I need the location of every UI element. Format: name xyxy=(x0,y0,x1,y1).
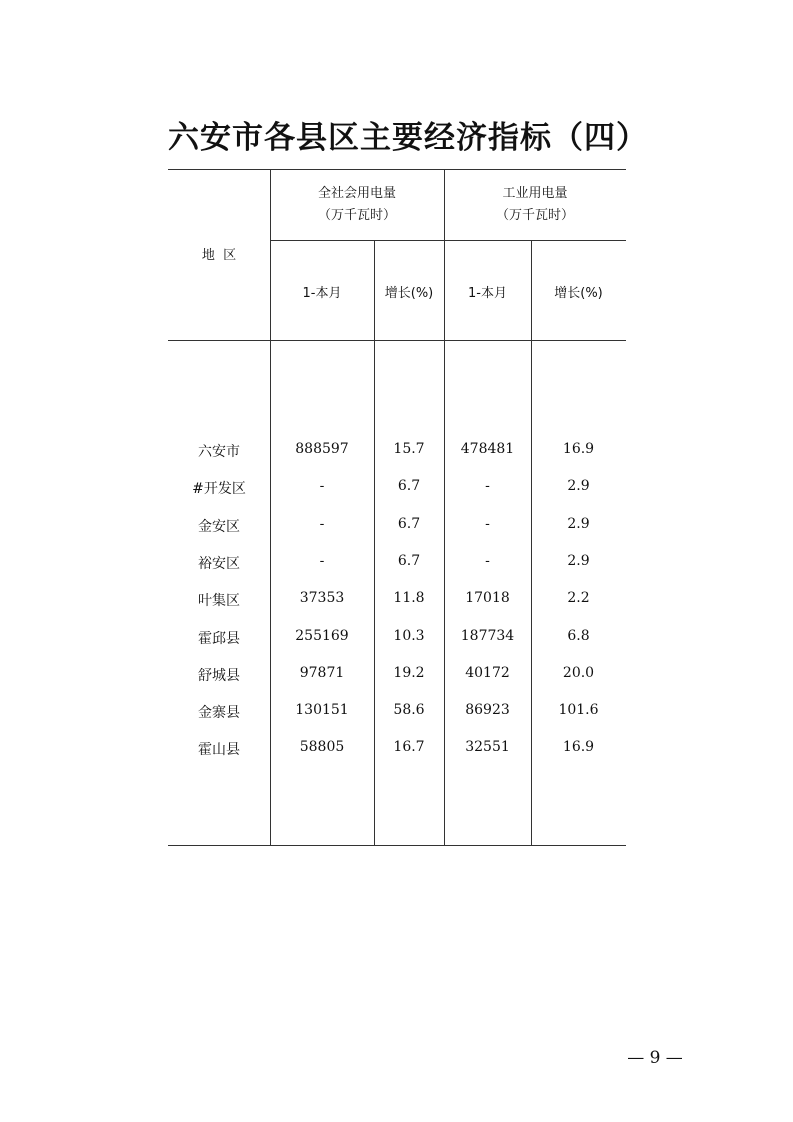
total-growth-cell: 6.7 xyxy=(397,516,421,532)
total-growth-cell: 16.7 xyxy=(393,739,425,755)
industrial-ytd-cell: - xyxy=(485,516,490,532)
total-growth-cell: 10.3 xyxy=(393,628,425,644)
group-header-unit: （万千瓦时） xyxy=(495,208,574,223)
total-growth-cell: 6.7 xyxy=(397,478,421,494)
industrial-ytd-cell: - xyxy=(485,553,490,569)
total-growth-cell: 6.7 xyxy=(397,553,421,569)
region-header: 地 区 xyxy=(201,248,237,263)
table-top-border xyxy=(168,169,626,170)
total-ytd-cell: - xyxy=(319,553,325,569)
industrial-ytd-cell: 86923 xyxy=(465,702,510,718)
total-growth-cell: 15.7 xyxy=(393,441,425,457)
industrial-ytd-cell: 32551 xyxy=(465,739,510,755)
region-cell: 霍邱县 xyxy=(198,631,240,647)
region-cell: 金寨县 xyxy=(198,705,240,721)
industrial-growth-cell: 16.9 xyxy=(562,441,595,457)
total-ytd-cell: 58805 xyxy=(299,739,345,755)
group-header-industrial-power xyxy=(444,183,626,227)
group-header-name: 全社会用电量 xyxy=(317,186,396,201)
industrial-growth-cell: 101.6 xyxy=(558,702,599,718)
table-bottom-border xyxy=(168,845,626,846)
col-header-growth: 增长(%) xyxy=(554,286,603,301)
total-ytd-cell: 97871 xyxy=(299,665,345,681)
industrial-growth-cell: 2.9 xyxy=(567,516,590,532)
region-cell: 六安市 xyxy=(198,444,240,460)
header-bottom-border xyxy=(168,340,626,341)
col-header-growth: 增长(%) xyxy=(384,286,434,301)
region-cell: 霍山县 xyxy=(198,742,240,758)
total-ytd-cell: - xyxy=(319,516,325,532)
industrial-growth-cell: 2.9 xyxy=(567,553,590,569)
industrial-ytd-cell: 17018 xyxy=(465,590,510,606)
industrial-growth-cell: 20.0 xyxy=(562,665,595,681)
total-growth-cell: 19.2 xyxy=(393,665,425,681)
col-header-ytd: 1-本月 xyxy=(302,286,342,301)
industrial-growth-cell: 2.2 xyxy=(567,590,590,606)
total-ytd-cell: 37353 xyxy=(299,590,345,606)
group-header-total-power xyxy=(270,183,444,227)
industrial-growth-cell: 2.9 xyxy=(567,478,590,494)
total-growth-cell: 11.8 xyxy=(393,590,425,606)
total-ytd-cell: 255169 xyxy=(295,628,349,644)
total-ytd-cell: - xyxy=(319,478,325,494)
industrial-ytd-cell: 187734 xyxy=(460,628,515,644)
page-number: — 9 — xyxy=(627,1048,683,1068)
total-growth-cell: 58.6 xyxy=(393,702,425,718)
industrial-ytd-cell: 40172 xyxy=(465,665,510,681)
total-ytd-cell: 888597 xyxy=(295,441,349,457)
industrial-growth-cell: 6.8 xyxy=(567,628,590,644)
total-ytd-cell: 130151 xyxy=(295,702,349,718)
region-cell: #开发区 xyxy=(192,481,246,497)
region-cell: 舒城县 xyxy=(198,668,240,684)
region-cell: 叶集区 xyxy=(198,593,240,609)
industrial-growth-cell: 16.9 xyxy=(562,739,595,755)
page-title: 六安市各县区主要经济指标（四） xyxy=(168,120,648,156)
industrial-ytd-cell: - xyxy=(485,478,490,494)
region-cell: 裕安区 xyxy=(198,556,240,572)
group-header-name: 工业用电量 xyxy=(502,186,568,201)
region-cell: 金安区 xyxy=(198,519,240,535)
header-divider xyxy=(270,240,626,241)
group-header-unit: （万千瓦时） xyxy=(317,208,396,223)
col-header-ytd: 1-本月 xyxy=(468,286,507,301)
industrial-ytd-cell: 478481 xyxy=(460,441,515,457)
